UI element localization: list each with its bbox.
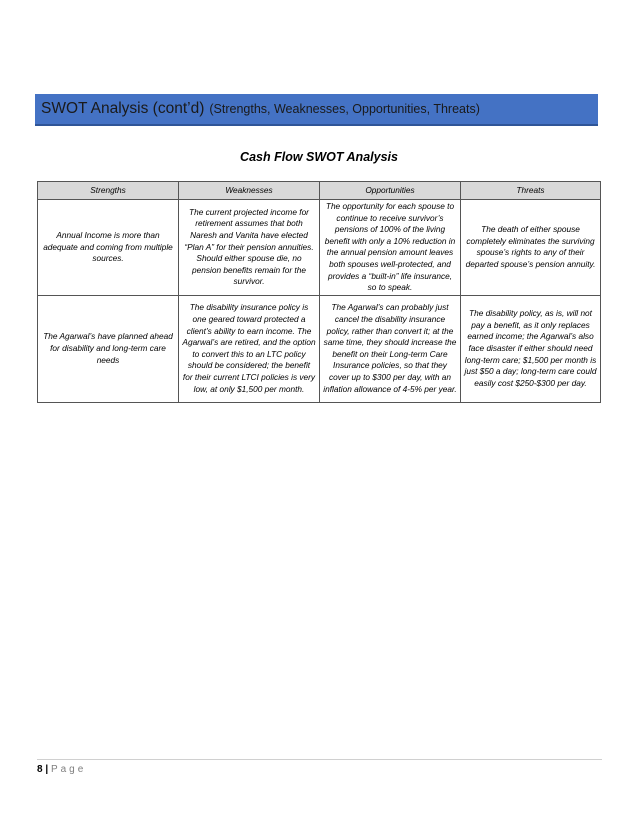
cell-threat: The disability policy, as is, will not pay a benefit, as it only replaces earned income; the Agarwal’s also face disaster if either should need long-term care; $1,500 per month is just $50 a day; long-term care could easily cost $250-$300 per day. [461,295,601,402]
header-opportunities: Opportunities [320,182,461,200]
table-header-row [38,182,601,200]
section-banner [35,94,598,126]
page-number: 8 [37,764,43,775]
footer-divider [37,759,602,760]
cell-strength: The Agarwal’s have planned ahead for disability and long-term care needs [38,295,179,402]
page-label: Page [50,764,87,775]
cell-strength: Annual Income is more than adequate and coming from multiple sources. [38,200,179,296]
table-row [38,200,601,296]
cell-weakness: The disability insurance policy is one geared toward protected a client’s ability to earn income. The Agarwal’s are retired, and the option to convert this to an LTC policy should be considered; the benefit for their current LTCI policies is very low, at only $1,500 per month. [179,295,320,402]
swot-table [37,181,601,403]
cell-weakness: The current projected income for retirement assumes that both Naresh and Vanita have elected “Plan A” for their pension annuities. Should either spouse die, no pension benefits remain for the survivor. [179,200,320,296]
header-strengths: Strengths [38,182,179,200]
page-footer [37,764,86,775]
cell-opportunity: The Agarwal’s can probably just cancel the disability insurance policy, rather than convert it; at the same time, they should increase the benefit on their Long-term Care Insurance policies, so that they cover up to $300 per day, with an inflation allowance of 4-5% per year. [320,295,461,402]
header-threats: Threats [461,182,601,200]
footer-separator: | [45,764,49,775]
table-row [38,295,601,402]
section-title: SWOT Analysis (cont’d) [41,100,205,117]
header-weaknesses: Weaknesses [179,182,320,200]
section-subtitle: (Strengths, Weaknesses, Opportunities, Threats) [209,102,480,116]
table-title: Cash Flow SWOT Analysis [240,150,398,164]
cell-threat: The death of either spouse completely eliminates the surviving spouse’s rights to any of their departed spouse’s pension annuity. [461,200,601,296]
cell-opportunity: The opportunity for each spouse to continue to receive survivor’s pensions of 100% of the living benefit with only a 10% reduction in the annual pension amount leaves both spouses well-protected, and provides a “built-in” life insurance, so to speak. [320,200,461,296]
